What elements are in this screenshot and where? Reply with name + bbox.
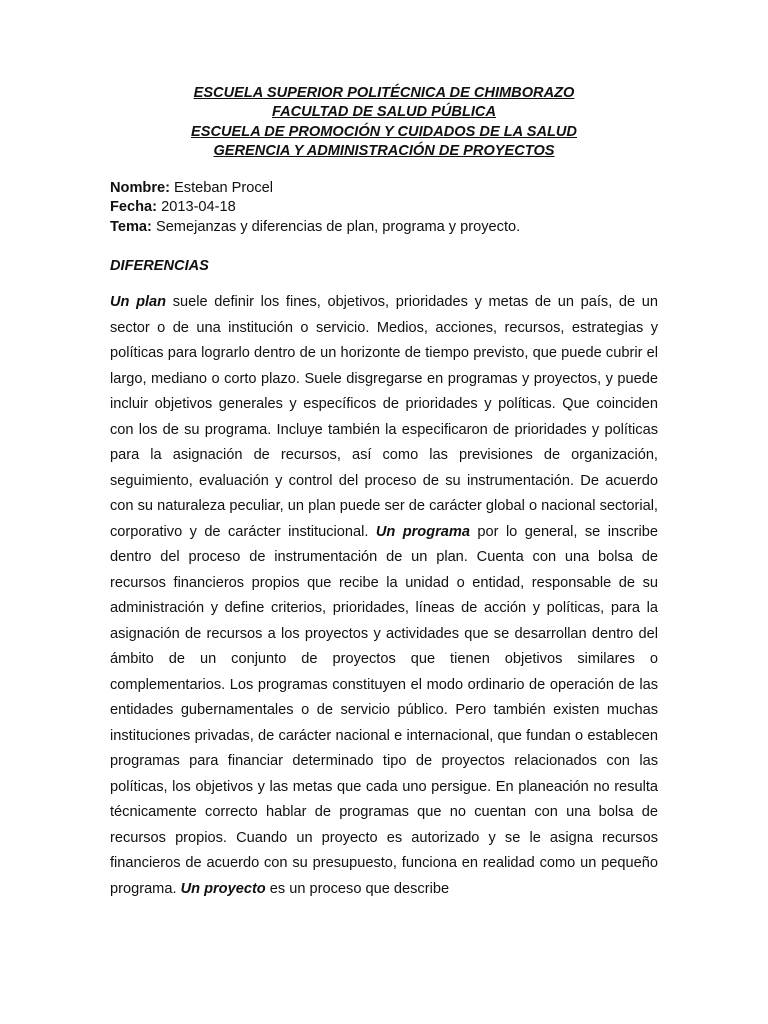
text-programa: por lo general, se inscribe dentro del proceso de instrumentación de un plan. Cuenta con una bolsa de recursos financieros propios que recibe la unidad o entidad, responsable de su administración y define criterios, prioridades, líneas de acción y políticas, para la asignación de recursos a los proyectos y actividades que se desarrollan dentro del ámbito de un conjunto de proyectos que tienen objetivos similares o complementarios. Los programas constituyen el modo ordinario de operación de las entidades gubernamentales o de servicio público. Pero también existen muchas instituciones privadas, de carácter nacional e internacional, que fundan o establecen programas para financiar determinado tipo de proyectos relacionados con las políticas, los objetivos y las metas que cada uno persigue. En planeación no resulta técnicamente correcto hablar de programas que no cuentan con una bolsa de recursos propios. Cuando un proyecto es autorizado y se le asigna recursos financieros de acuerdo con su presupuesto, funciona en realidad como un pequeño programa.: [110, 523, 658, 897]
body-paragraph: [110, 290, 658, 902]
meta-nombre-label: Nombre:: [110, 180, 170, 197]
section-title: DIFERENCIAS: [110, 258, 209, 275]
document-header: [110, 84, 658, 161]
text-proyecto: es un proceso que describe: [265, 880, 450, 897]
meta-tema: [110, 218, 658, 237]
meta-fecha: [110, 198, 658, 217]
header-course: GERENCIA Y ADMINISTRACIÓN DE PROYECTOS: [213, 142, 555, 159]
meta-tema-value: Semejanzas y diferencias de plan, programa y proyecto.: [151, 218, 521, 235]
text-plan: suele definir los fines, objetivos, prioridades y metas de un país, de un sector o de una institución o servicio. Medios, acciones, recursos, estrategias y políticas para lograrlo dentro de un horizonte de tiempo previsto, que puede cubrir el largo, mediano o corto plazo. Suele disgregarse en programas y proyectos, y puede incluir objetivos generales y específicos de prioridades y políticas. Que coinciden con los de su programa. Incluye también la especificaron de prioridades y políticas para la asignación de recursos, así como las previsiones de organización, seguimiento, evaluación y control del proceso de su instrumentación. De acuerdo con su naturaleza peculiar, un plan puede ser de carácter global o nacional sectorial, corporativo y de carácter institucional.: [110, 294, 658, 540]
meta-nombre: [110, 179, 658, 198]
header-school: ESCUELA DE PROMOCIÓN Y CUIDADOS DE LA SALUD: [191, 123, 577, 140]
meta-fecha-value: 2013-04-18: [157, 199, 236, 216]
term-plan: Un plan: [110, 294, 167, 311]
header-faculty: FACULTAD DE SALUD PÚBLICA: [271, 104, 497, 121]
document-meta: [110, 179, 658, 237]
header-institution: ESCUELA SUPERIOR POLITÉCNICA DE CHIMBORAZO: [193, 85, 575, 101]
meta-tema-label: Tema:: [110, 218, 152, 235]
term-proyecto: Un proyecto: [180, 880, 266, 897]
term-programa: Un programa: [375, 523, 471, 540]
meta-fecha-label: Fecha:: [110, 199, 158, 216]
meta-nombre-value: Esteban Procel: [170, 180, 274, 197]
document-page: [110, 84, 658, 902]
